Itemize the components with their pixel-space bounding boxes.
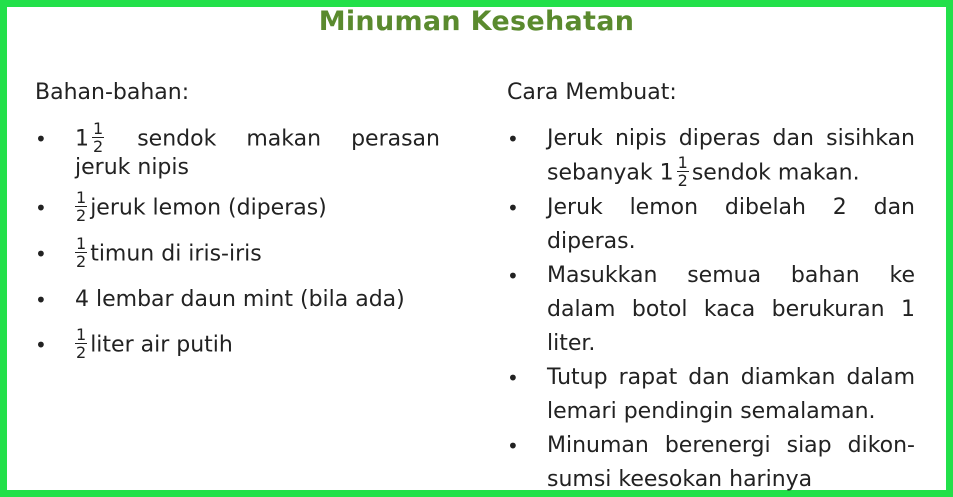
fraction (75, 326, 87, 361)
ingredient-text: jeruk lemon (diperas) (90, 195, 327, 221)
fraction-denominator: 2 (677, 171, 688, 190)
ingredient-item (35, 325, 440, 363)
step-line: lemari pendingin semalaman. (547, 399, 876, 424)
step-text: sendok makan. (691, 160, 860, 186)
step-text: sebanyak 1 (547, 160, 674, 186)
step-line: sumsi keesokan harinya (547, 467, 813, 492)
bullet: • (35, 288, 47, 312)
bullet: • (35, 127, 47, 151)
step-line: Jeruk nipis diperas dan sisihkan (547, 126, 915, 151)
fraction-denominator: 2 (93, 137, 104, 156)
fraction (75, 235, 87, 270)
step-item (507, 429, 915, 497)
ingredient-item (35, 188, 440, 226)
step-line: Jeruk lemon dibelah 2 dan (547, 195, 915, 220)
ingredients-heading: Bahan-bahan: (35, 80, 190, 105)
fraction-numerator: 1 (93, 119, 104, 138)
ingredient-text: sendok makan perasan (137, 126, 440, 152)
step-item (507, 361, 915, 429)
ingredient-item (35, 234, 440, 272)
fraction-numerator: 1 (677, 153, 688, 172)
ingredient-text: liter air putih (90, 332, 233, 358)
fraction-numerator: 1 (76, 234, 87, 253)
step-item (507, 122, 915, 191)
ingredient-text: timun di iris-iris (90, 241, 262, 267)
bullet: • (507, 366, 519, 390)
step-item (507, 259, 915, 361)
ingredient-item (35, 283, 440, 317)
step-item (507, 191, 915, 259)
bullet: • (507, 434, 519, 458)
step-line: diperas. (547, 229, 636, 254)
fraction-denominator: 2 (76, 206, 87, 225)
fraction-numerator: 1 (76, 325, 87, 344)
ingredient-text: 4 lembar daun mint (bila ada) (75, 287, 405, 312)
bullet: • (35, 242, 47, 266)
ingredient-item (35, 119, 440, 185)
steps-heading: Cara Membuat: (507, 80, 677, 105)
fraction-denominator: 2 (76, 343, 87, 362)
step-line (547, 153, 915, 191)
fraction-whole: 1 (75, 126, 89, 152)
bullet: • (35, 333, 47, 357)
fraction-denominator: 2 (76, 252, 87, 271)
step-line: Minuman berenergi siap dikon- (547, 433, 915, 458)
fraction (92, 120, 104, 155)
step-line: liter. (547, 331, 596, 356)
bullet: • (507, 264, 519, 288)
step-line: dalam botol kaca berukuran 1 (547, 297, 915, 322)
fraction-numerator: 1 (76, 188, 87, 207)
fraction (75, 189, 87, 224)
bullet: • (507, 127, 519, 151)
ingredient-text-continued: jeruk nipis (75, 155, 189, 180)
fraction (677, 154, 689, 189)
steps-list (507, 122, 915, 497)
bullet: • (35, 196, 47, 220)
bullet: • (507, 196, 519, 220)
step-line: Tutup rapat dan diamkan dalam (547, 365, 915, 390)
page-title: Minuman Kesehatan (318, 6, 635, 37)
ingredients-list (35, 119, 440, 363)
step-line: Masukkan semua bahan ke (547, 263, 915, 288)
